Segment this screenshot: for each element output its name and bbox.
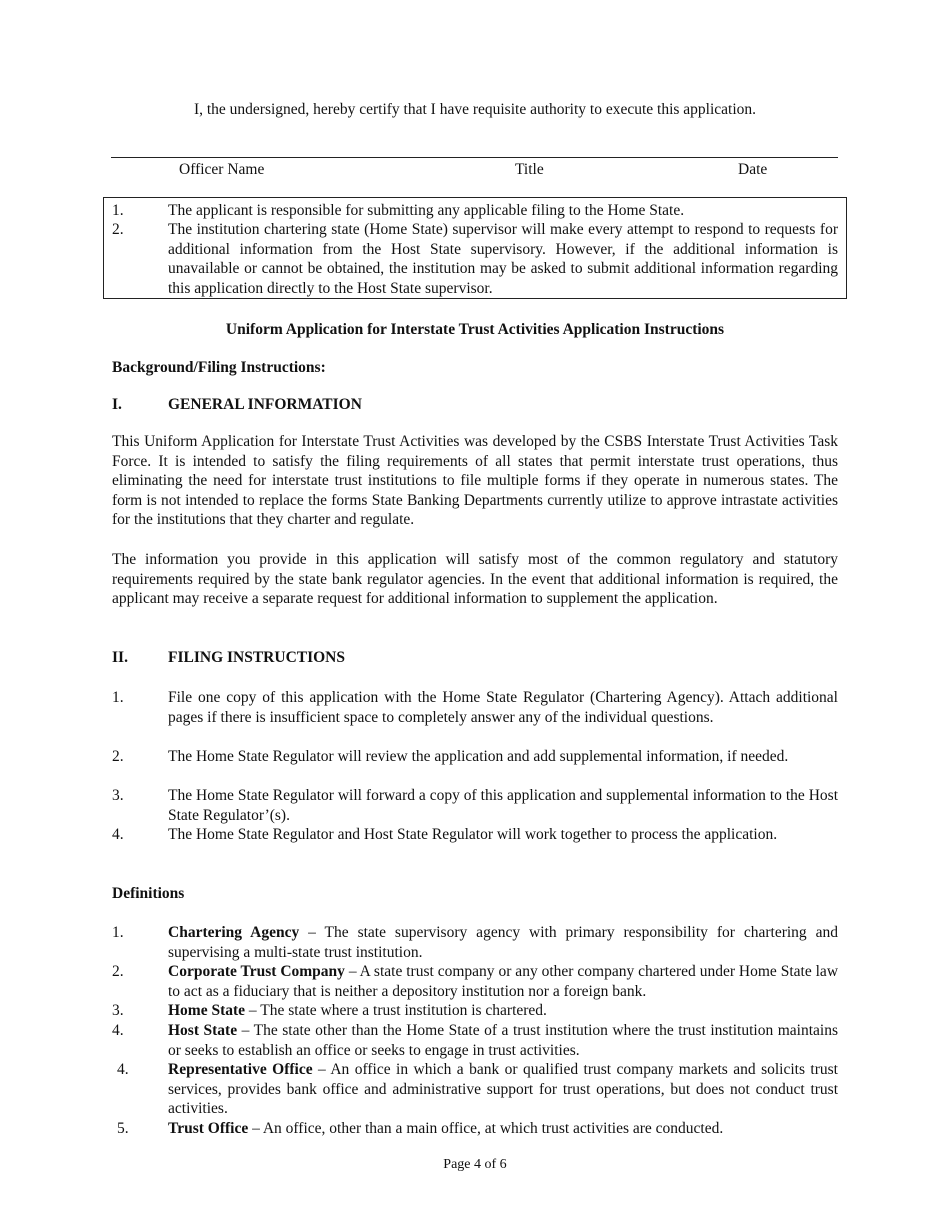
section-1-heading <box>112 395 362 415</box>
definition-term: Host State <box>168 1022 238 1039</box>
definition-body: – An office, other than a main office, at which trust activities are conducted. <box>248 1120 724 1137</box>
paragraph-text: The information you provide in this application will satisfy most of the common regulatory and statutory requirements required by the state bank regulator agencies. In the event that additional information is required, the applicant may receive a separate request for additional information to supplement the application. <box>112 551 838 608</box>
definitions-heading: Definitions <box>112 885 185 902</box>
definition-body: – A state trust company or any other company chartered under Home State law to act as a fiduciary that is neither a depository institution nor a foreign bank. <box>168 963 839 1000</box>
list-item-text: The Home State Regulator will review the application and add supplemental information, if needed. <box>168 748 789 765</box>
definition-body: – The state other than the Home State of a trust institution where the trust institution maintains or seeks to establish an office or seeks to engage in trust activities. <box>168 1022 839 1059</box>
definition-term: Chartering Agency <box>168 924 300 941</box>
definition-text <box>168 962 838 1001</box>
note-text: The applicant is responsible for submitting any applicable filing to the Home State. <box>168 202 685 219</box>
paragraph-text: This Uniform Application for Interstate Trust Activities was developed by the CSBS Interstate Trust Activities Task Force. It is intended to satisfy the filing requirements of all states that permit interstate trust operations, thus eliminating the need for interstate trust institutions to file multiple forms if they operate in numerous states. The form is not intended to replace the forms State Banking Departments currently utilize to approve intrastate activities for the institutions that they charter and regulate. <box>112 433 838 529</box>
section-2-number: II. <box>112 649 128 666</box>
definition-number: 3. <box>112 1002 124 1019</box>
definition-body: – The state where a trust institution is chartered. <box>245 1002 547 1019</box>
filing-instructions-list <box>112 688 838 868</box>
section-1-number: I. <box>112 396 122 413</box>
definition-number: 4. <box>112 1022 124 1039</box>
list-item-number: 3. <box>112 787 124 804</box>
definition-term: Home State <box>168 1002 246 1019</box>
definition-number: 2. <box>112 963 124 980</box>
definition-text <box>168 923 838 962</box>
section-1-title: GENERAL INFORMATION <box>168 396 362 413</box>
list-item-text: The Home State Regulator will forward a copy of this application and supplemental information to the Host State Regulator’(s). <box>168 787 838 824</box>
definition-text <box>168 1021 838 1060</box>
list-item-text: File one copy of this application with the Home State Regulator (Chartering Agency). Attach additional pages if there is insufficient space to completely answer any of the individual questions. <box>168 689 838 726</box>
definition-body: – An office in which a bank or qualified trust company markets and solicits trust services, provides bank office and administrative support for trust operations, but does not conduct trust activities. <box>168 1061 838 1118</box>
definition-text <box>168 1060 838 1119</box>
general-info-paragraph-2 <box>112 550 838 609</box>
list-item-text: The Home State Regulator and Host State Regulator will work together to process the application. <box>168 826 778 843</box>
definitions-list <box>112 923 838 1143</box>
definition-text <box>168 1119 838 1139</box>
notes-box <box>103 197 847 299</box>
page-number: Page 4 of 6 <box>443 1157 507 1172</box>
definition-number: 5. <box>117 1120 129 1137</box>
general-info-paragraph-1 <box>112 432 838 530</box>
note-number: 2. <box>112 221 124 238</box>
definition-number: 1. <box>112 924 124 941</box>
title-label: Title <box>515 161 544 178</box>
officer-name-label: Officer Name <box>179 161 265 178</box>
definition-term: Trust Office <box>168 1120 249 1137</box>
note-text: The institution chartering state (Home State) supervisor will make every attempt to respond to requests for additional information from the Host State supervisory. However, if the additional information is unavailable or cannot be obtained, the institution may be asked to submit additional information regarding this application directly to the Host State supervisor. <box>168 221 838 297</box>
list-item-number: 4. <box>112 826 124 843</box>
note-number: 1. <box>112 202 124 219</box>
document-title: Uniform Application for Interstate Trust Activities Application Instructions <box>225 321 725 338</box>
date-label: Date <box>738 161 768 178</box>
section-2-heading <box>112 648 346 668</box>
definition-number: 4. <box>117 1061 129 1078</box>
definition-text <box>168 1001 838 1021</box>
signature-line <box>111 157 838 158</box>
section-2-title: FILING INSTRUCTIONS <box>168 649 346 666</box>
definition-body: – The state supervisory agency with primary responsibility for chartering and supervising a multi-state trust institution. <box>168 924 838 961</box>
definition-term: Representative Office <box>168 1061 313 1078</box>
list-item-number: 2. <box>112 748 124 765</box>
definition-term: Corporate Trust Company <box>168 963 345 980</box>
background-heading: Background/Filing Instructions: <box>112 359 326 376</box>
certification-statement: I, the undersigned, hereby certify that I have requisite authority to execute this application. <box>193 101 757 118</box>
list-item-number: 1. <box>112 689 124 706</box>
